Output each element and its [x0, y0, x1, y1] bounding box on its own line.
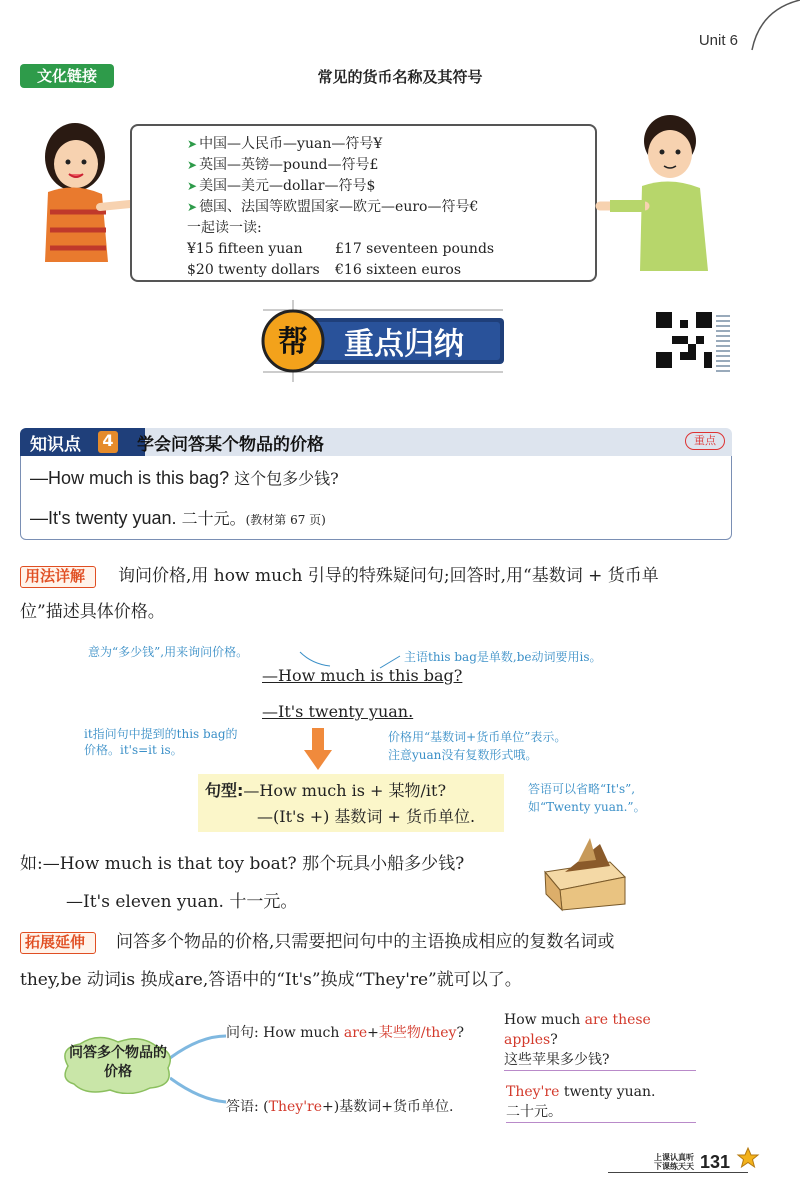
unit-label: Unit 6 [698, 32, 738, 49]
mm-q-plus: + [367, 1025, 379, 1041]
annot-question: —How much is this bag? [262, 666, 463, 685]
mindmap-example-answer [506, 1082, 696, 1123]
kp-answer-cn: 二十元。 [176, 509, 246, 528]
mindmap-example-question [504, 1010, 696, 1071]
pattern-answer: —(It's +) 基数词 + 货币单位. [257, 807, 476, 826]
key-points-banner [248, 300, 518, 382]
extend-line-2: they,be 动词is 换成are,答语中的“It's”换成“They're”就可以了。 [20, 970, 522, 990]
banner-char: 帮 [278, 325, 308, 360]
annot-answer: —It's twenty yuan. [262, 702, 414, 721]
knowledge-point-bar [20, 428, 732, 456]
mm-a-red: They're [268, 1099, 323, 1115]
currency-list-box [130, 124, 597, 282]
kp-question-line [30, 466, 339, 489]
down-arrow-icon [300, 726, 336, 772]
pattern-label: 句型: [205, 781, 244, 800]
culture-title: 常见的货币名称及其符号 [317, 68, 483, 86]
toy-boat-box-illustration [540, 832, 630, 912]
usage-line-2: 位”描述具体价格。 [20, 602, 165, 622]
note-omit [528, 780, 646, 816]
star-icon [736, 1146, 760, 1170]
currency-item: ➤ 美国—美元—dollar—符号$ [187, 176, 595, 197]
girl-illustration [30, 112, 140, 272]
mm-q-text: How much [263, 1025, 344, 1041]
note-it [84, 726, 238, 758]
read-item: €16 sixteen euros [335, 262, 461, 278]
currency-item: ➤ 中国—人民币—yuan—符号¥ [187, 134, 595, 155]
mm-a-label: 答语: [226, 1099, 259, 1115]
page-number: 131 [700, 1152, 731, 1172]
knowledge-point-number: 4 [98, 431, 118, 453]
kp-question: —How much is this bag? [30, 468, 230, 488]
read-row [187, 239, 595, 260]
currency-item: ➤ 德国、法国等欧盟国家—欧元—euro—符号€ [187, 197, 595, 218]
note-price-line: 注意yuan没有复数形式哦。 [388, 748, 538, 762]
currency-item: ➤ 英国—英镑—pound—符号£ [187, 155, 595, 176]
note-how-much: 意为“多少钱”,用来询问价格。 [88, 645, 249, 659]
mm-q-end: ? [456, 1025, 464, 1041]
kp-question-cn: 这个包多少钱? [229, 469, 339, 488]
note-price-line: 价格用“基数词+货币单位”表示。 [388, 730, 567, 744]
usage-tag-wrap [20, 566, 96, 588]
read-row [187, 260, 595, 281]
mm-q-label: 问句: [226, 1025, 259, 1041]
extend-line-1: 问答多个物品的价格,只需要把问句中的主语换成相应的复数名词或 [116, 932, 615, 952]
qr-side-strip [716, 312, 730, 372]
footer-slogan-line: 上课认真听 [654, 1153, 694, 1162]
footer-slogan-line: 下课练天天 [654, 1162, 694, 1171]
mm-exa-black: twenty yuan. [559, 1084, 656, 1100]
read-item: ¥15 fifteen yuan [187, 241, 303, 257]
key-badge: 重点 [685, 432, 725, 450]
mm-exa-cn: 二十元。 [506, 1104, 562, 1120]
note-subject: 主语this bag是单数,be动词要用is。 [404, 650, 602, 664]
mm-exq-black: How much [504, 1012, 585, 1028]
banner-title: 重点归纳 [344, 327, 464, 362]
textbook-reference: (教材第 67 页) [245, 513, 326, 527]
boy-illustration [590, 106, 720, 276]
note-omit-line: 如“Twenty yuan.”。 [528, 800, 646, 814]
mindmap-center-text: 问答多个物品的价格 [69, 1045, 167, 1080]
mm-exq-end: ? [550, 1032, 558, 1048]
read-item: $20 twenty dollars [187, 262, 320, 278]
footer-slogan [654, 1153, 694, 1171]
culture-link-tag: 文化链接 [20, 64, 114, 88]
note-omit-line: 答语可以省略“It's”, [528, 782, 636, 796]
extend-tag: 拓展延伸 [20, 932, 96, 954]
kp-answer-line [30, 506, 326, 529]
note-it-line: it指问句中提到的this bag的 [84, 727, 238, 741]
mm-a-open: ( [263, 1099, 269, 1115]
pattern-question: —How much is + 某物/it? [243, 781, 447, 800]
kp-answer: —It's twenty yuan. [30, 508, 177, 528]
knowledge-point-label: 知识点 [30, 435, 81, 455]
note-price [388, 728, 566, 764]
mm-exq-cn: 这些苹果多少钱? [504, 1052, 610, 1068]
mm-a-rest: +)基数词+货币单位. [322, 1099, 454, 1115]
sentence-pattern [205, 778, 475, 830]
mindmap-question-formula [226, 1022, 464, 1042]
read-together-title: 一起读一读: [187, 220, 262, 236]
read-item: £17 seventeen pounds [335, 241, 495, 257]
mindmap-branches [170, 1018, 230, 1118]
qr-code[interactable] [656, 312, 712, 368]
usage-line-1: 询问价格,用 how much 引导的特殊疑问句;回答时,用“基数词 + 货币单 [118, 566, 659, 586]
mm-q-red: are [343, 1025, 368, 1041]
note-it-line: 价格。it's=it is。 [84, 743, 183, 757]
page-corner-curve [740, 0, 800, 60]
example-answer: —It's eleven yuan. 十一元。 [66, 892, 298, 912]
mindmap-answer-formula [226, 1096, 453, 1116]
extend-tag-wrap [20, 932, 96, 954]
example-question: 如:—How much is that toy boat? 那个玩具小船多少钱? [20, 854, 465, 874]
usage-tag: 用法详解 [20, 566, 96, 588]
mm-q-red2: 某些物/they [378, 1025, 457, 1041]
mm-exa-red: They're [506, 1084, 560, 1100]
knowledge-point-title: 学会问答某个物品的价格 [137, 435, 324, 455]
mm-exq-red: are these apples [504, 1012, 651, 1048]
